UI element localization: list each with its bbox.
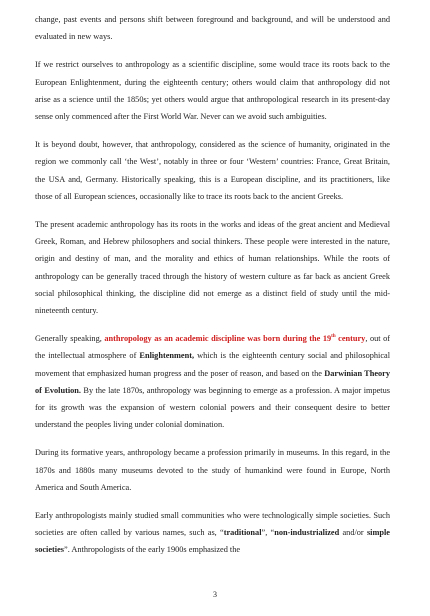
bold-enlightenment: Enlightenment,	[139, 351, 195, 361]
page-number: 3	[213, 590, 217, 599]
superscript-th: th	[331, 334, 336, 340]
paragraph-5	[35, 330, 390, 433]
bold-darwinian-theory: Darwinian Theory of Evolution.	[35, 368, 390, 395]
p7-text-4: ”. Anthropologists of the early 1900s emphasized the	[64, 545, 241, 555]
bold-traditional: traditional	[223, 528, 262, 538]
p5-text-3: which is the eighteenth century social and philosophical movement that emphasized human progress and the poser of reason, and based on the	[35, 351, 391, 378]
paragraph-4: The present academic anthropology has its roots in the works and ideas of the great ancient and Medieval Greek, Roman, and Hebrew philosophers and social thinkers. These people were interested in the nature, origin and destiny of man, and the morality and ethics of human relationships. While the roots of anthropology can be generally traced through the history of western culture as far back as ancient Greek social philosophical thinking, the discipline did not emerge as a distinct field of study until the mid-nineteenth century.	[35, 220, 390, 316]
p7-text-1: Early anthropologists mainly studied small communities who were technologically simple societies. Such societies are often called by various names, such as, “	[35, 511, 390, 538]
paragraph-1: change, past events and persons shift between foreground and background, and will be understood and evaluated in new ways.	[35, 15, 390, 42]
bold-simple-societies: simple societies	[35, 528, 390, 555]
p5-text-2: , out of the intellectual atmosphere of	[35, 334, 390, 361]
p5-text-1: Generally speaking,	[35, 334, 105, 344]
highlight-century: century	[338, 334, 366, 344]
highlight-anthropology-born: anthropology as an academic discipline was born during the 19	[104, 334, 332, 344]
p5-text-4: By the late 1870s, anthropology was beginning to emerge as a profession. A major impetus for its growth was the expansion of western colonial powers and their consequent desire to better understand the peoples living under colonial domination.	[35, 385, 390, 430]
paragraph-6: During its formative years, anthropology became a profession primarily in museums. In this regard, in the 1870s and 1880s many museums devoted to the study of humankind were found in Europe, North America and South America.	[35, 448, 390, 492]
paragraph-7	[35, 507, 390, 559]
p7-text-2: ”, “	[261, 528, 275, 538]
bold-non-industrialized: non-industrialized	[274, 528, 340, 538]
p7-text-3: and/or	[339, 528, 367, 538]
paragraph-3: It is beyond doubt, however, that anthropology, considered as the science of humanity, originated in the region we commonly call ‘the West’, notably in three or four ‘Western’ countries: France, Great Britain, the USA and, Germany. Historically speaking, this is a European discipline, and its practitioners, like those of all European sciences, occasionally like to trace its roots back to the ancient Greeks.	[35, 140, 390, 201]
paragraph-2: If we restrict ourselves to anthropology as a scientific discipline, some would trace its roots back to the European Enlightenment, during the eighteenth century; others would claim that anthropology did not arise as a science until the 1850s; yet others would argue that anthropological research in its present-day sense only commenced after the First World War. Never can we avoid such ambiguities.	[35, 60, 390, 122]
